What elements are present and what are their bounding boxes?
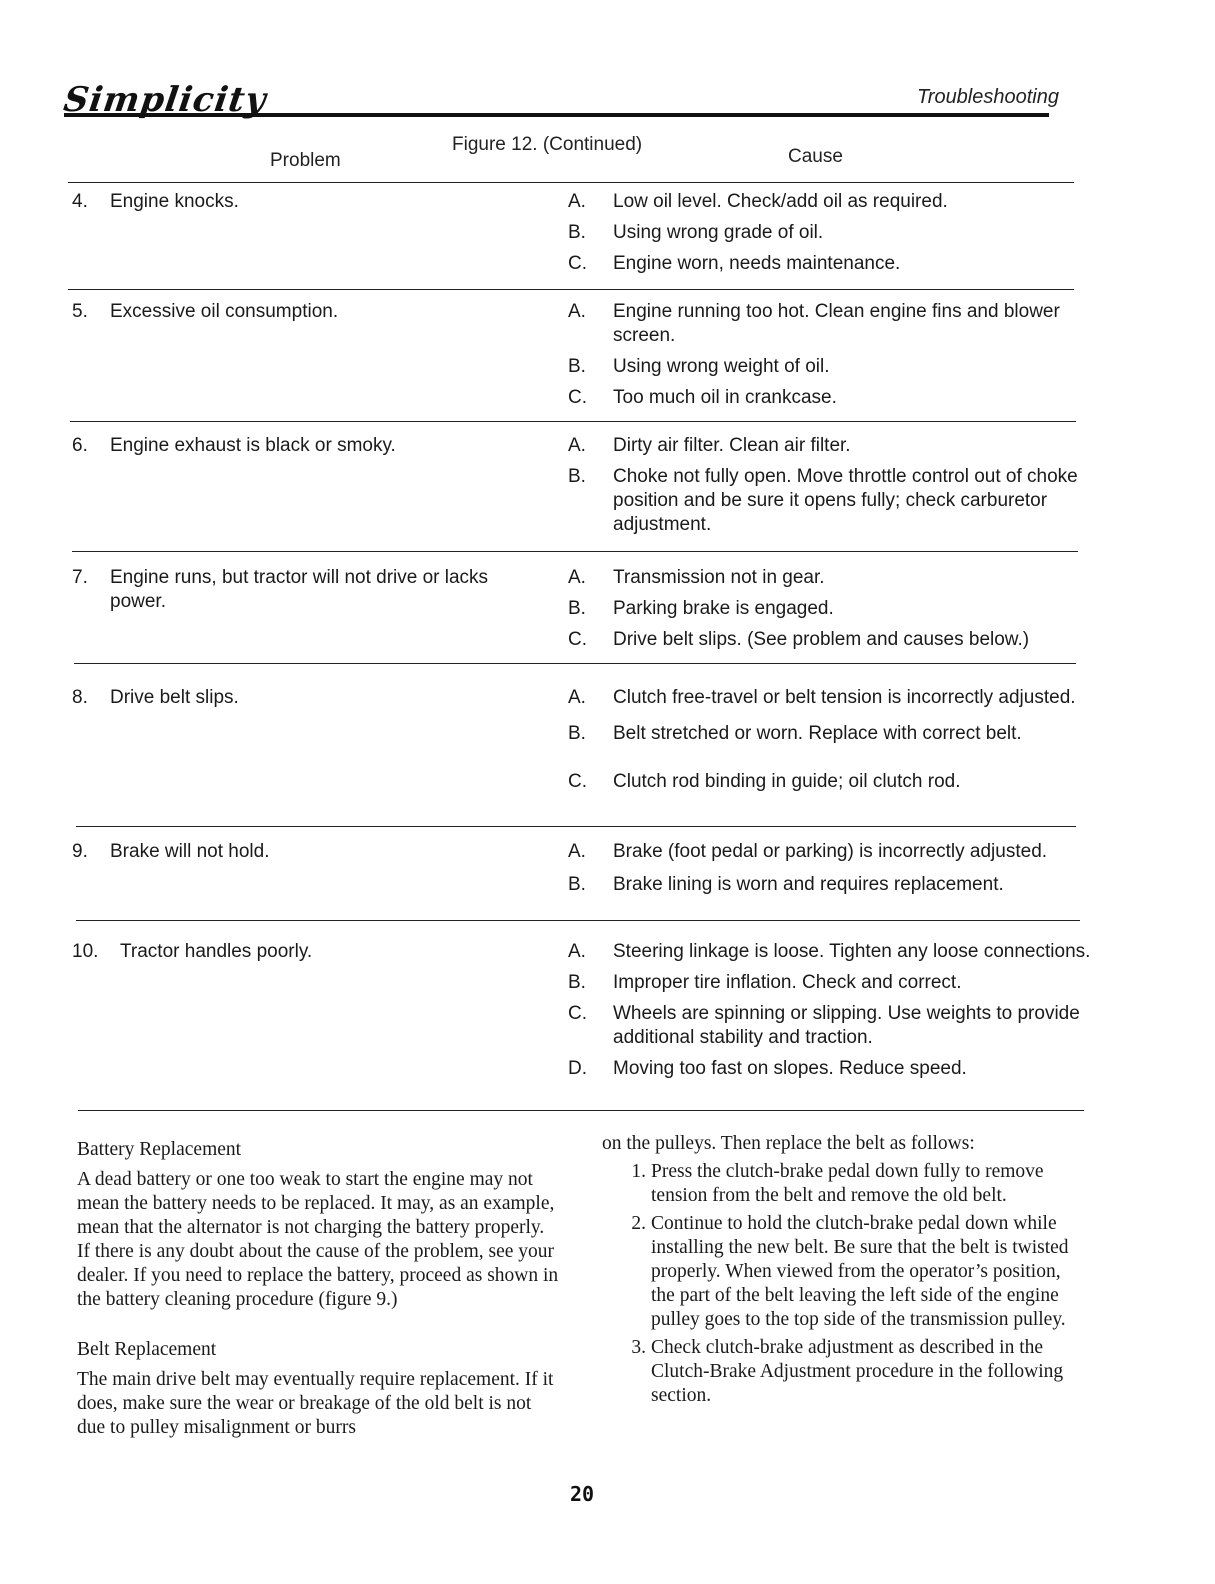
cause-item <box>568 190 1092 214</box>
cause-item <box>568 597 1092 621</box>
header-rule <box>64 113 1049 117</box>
cause-item <box>568 686 1092 710</box>
table-bottom-rule <box>78 1110 1084 1111</box>
step-text: Press the clutch-brake pedal down fully to remove tension from the belt and remove the old belt. <box>651 1161 1044 1206</box>
step-number: 1. <box>631 1161 646 1182</box>
problem-cell <box>72 686 532 710</box>
step-number: 3. <box>631 1337 646 1358</box>
cause-item <box>568 434 1092 458</box>
cause-letter: C. <box>568 387 587 408</box>
battery-heading: Battery Replacement <box>77 1139 242 1160</box>
cause-item <box>568 386 1092 410</box>
cause-letter: B. <box>568 356 586 377</box>
step-text: Continue to hold the clutch-brake pedal down while installing the new belt. Be sure that the belt is twisted properly. When viewed from the operator’s position, the part of the belt leaving the left side of the engine pulley goes to the top side of the transmission pulley. <box>651 1213 1069 1330</box>
problem-text: Engine knocks. <box>110 191 239 212</box>
row-divider <box>72 551 1078 552</box>
cause-item <box>568 465 1092 537</box>
problem-column-header: Problem <box>270 150 341 171</box>
cause-list <box>568 434 1092 544</box>
cause-item <box>568 300 1092 348</box>
belt-step <box>602 1336 1086 1408</box>
cause-list <box>568 190 1092 283</box>
cause-letter: B. <box>568 222 586 243</box>
cause-letter: A. <box>568 841 586 862</box>
row-divider <box>74 663 1076 664</box>
problem-cell <box>72 190 532 214</box>
left-text-column <box>77 1138 561 1440</box>
problem-cell <box>72 566 532 614</box>
cause-list <box>568 686 1092 801</box>
cause-text: Engine worn, needs maintenance. <box>613 253 901 274</box>
cause-item <box>568 355 1092 379</box>
cause-letter: B. <box>568 598 586 619</box>
cause-text: Engine running too hot. Clean engine fins and blower screen. <box>613 301 1060 346</box>
cause-list <box>568 566 1092 659</box>
cause-list <box>568 840 1092 904</box>
cause-letter: C. <box>568 629 587 650</box>
cause-list <box>568 940 1092 1088</box>
row-divider <box>68 289 1074 290</box>
cause-text: Dirty air filter. Clean air filter. <box>613 435 851 456</box>
cause-letter: A. <box>568 941 586 962</box>
cause-text: Brake (foot pedal or parking) is incorrectly adjusted. <box>613 841 1048 862</box>
cause-text: Transmission not in gear. <box>613 567 825 588</box>
cause-item <box>568 1002 1092 1050</box>
problem-number: 9. <box>72 841 88 862</box>
cause-item <box>568 770 1092 794</box>
cause-item <box>568 252 1092 276</box>
belt-paragraph: The main drive belt may eventually require replacement. If it does, make sure the wear or breakage of the old belt is not due to pulley misalignment or burrs <box>77 1369 554 1438</box>
problem-number: 6. <box>72 435 88 456</box>
cause-text: Belt stretched or worn. Replace with correct belt. <box>613 723 1022 744</box>
cause-letter: A. <box>568 301 586 322</box>
belt-paragraph-continued: on the pulleys. Then replace the belt as follows: <box>602 1133 975 1154</box>
cause-text: Parking brake is engaged. <box>613 598 834 619</box>
cause-text: Clutch free-travel or belt tension is incorrectly adjusted. <box>613 687 1076 708</box>
brand-logo: Simplicity <box>61 80 269 120</box>
problem-number: 8. <box>72 687 88 708</box>
cause-text: Wheels are spinning or slipping. Use weights to provide additional stability and traction. <box>613 1003 1080 1048</box>
problem-cell <box>72 434 532 458</box>
belt-step <box>602 1160 1086 1208</box>
page-number: 20 <box>570 1482 595 1506</box>
table-header-rule <box>68 182 1074 183</box>
cause-letter: A. <box>568 567 586 588</box>
cause-item <box>568 971 1092 995</box>
problem-number: 5. <box>72 301 88 322</box>
cause-letter: C. <box>568 1003 587 1024</box>
problem-cell <box>72 940 532 964</box>
cause-letter: B. <box>568 723 586 744</box>
cause-column-header: Cause <box>788 146 843 167</box>
figure-caption: Figure 12. (Continued) <box>452 134 643 155</box>
cause-text: Moving too fast on slopes. Reduce speed. <box>613 1058 967 1079</box>
problem-text: Excessive oil consumption. <box>110 301 339 322</box>
cause-item <box>568 628 1092 652</box>
problem-number: 10. <box>72 941 99 962</box>
cause-item <box>568 940 1092 964</box>
cause-item <box>568 1057 1092 1081</box>
problem-text: Engine runs, but tractor will not drive or lacks power. <box>110 567 489 612</box>
belt-heading: Belt Replacement <box>77 1339 217 1360</box>
cause-letter: C. <box>568 771 587 792</box>
cause-text: Choke not fully open. Move throttle control out of choke position and be sure it opens fully; check carburetor adjustment. <box>613 466 1078 535</box>
cause-text: Steering linkage is loose. Tighten any loose connections. <box>613 941 1091 962</box>
cause-item <box>568 221 1092 245</box>
cause-letter: B. <box>568 874 586 895</box>
right-text-column <box>602 1132 1086 1408</box>
belt-step <box>602 1212 1086 1332</box>
cause-letter: D. <box>568 1058 587 1079</box>
cause-letter: A. <box>568 191 586 212</box>
cause-list <box>568 300 1092 417</box>
problem-text: Tractor handles poorly. <box>120 941 313 962</box>
problem-text: Drive belt slips. <box>110 687 239 708</box>
cause-text: Clutch rod binding in guide; oil clutch rod. <box>613 771 961 792</box>
problem-cell <box>72 840 532 864</box>
problem-number: 4. <box>72 191 88 212</box>
cause-item <box>568 840 1092 864</box>
cause-text: Using wrong weight of oil. <box>613 356 830 377</box>
cause-text: Improper tire inflation. Check and correct. <box>613 972 962 993</box>
cause-item <box>568 566 1092 590</box>
cause-text: Too much oil in crankcase. <box>613 387 837 408</box>
problem-text: Engine exhaust is black or smoky. <box>110 435 396 456</box>
cause-text: Drive belt slips. (See problem and causes below.) <box>613 629 1030 650</box>
cause-letter: A. <box>568 435 586 456</box>
section-title: Troubleshooting <box>917 86 1059 108</box>
cause-item <box>568 873 1092 897</box>
row-divider <box>76 920 1080 921</box>
row-divider <box>76 826 1076 827</box>
problem-number: 7. <box>72 567 88 588</box>
cause-letter: B. <box>568 466 586 487</box>
step-number: 2. <box>631 1213 646 1234</box>
problem-text: Brake will not hold. <box>110 841 270 862</box>
battery-paragraph: A dead battery or one too weak to start the engine may not mean the battery needs to be replaced. It may, as an example, mean that the alternator is not charging the battery properly. If there is any doubt about the cause of the problem, see your dealer. If you need to replace the battery, proceed as shown in the battery cleaning procedure (figure 9.) <box>77 1169 559 1310</box>
cause-letter: A. <box>568 687 586 708</box>
cause-letter: C. <box>568 253 587 274</box>
cause-item <box>568 722 1092 746</box>
problem-cell <box>72 300 532 324</box>
cause-text: Using wrong grade of oil. <box>613 222 824 243</box>
row-divider <box>70 421 1076 422</box>
cause-text: Brake lining is worn and requires replacement. <box>613 874 1004 895</box>
cause-text: Low oil level. Check/add oil as required. <box>613 191 948 212</box>
cause-letter: B. <box>568 972 586 993</box>
step-text: Check clutch-brake adjustment as described in the Clutch-Brake Adjustment procedure in the following section. <box>651 1337 1064 1406</box>
